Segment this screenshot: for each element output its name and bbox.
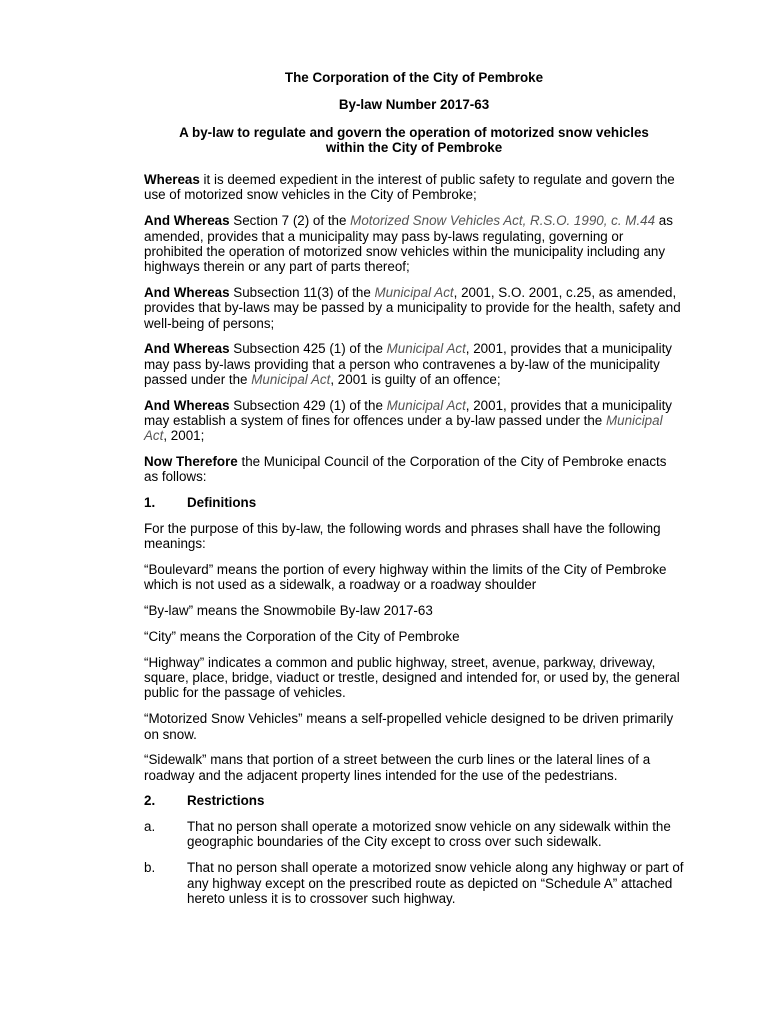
recital-text: , 2001 is guilty of an offence;: [330, 371, 501, 387]
item-letter: a.: [144, 819, 156, 835]
restriction-item-b: [144, 860, 684, 906]
recital-text: as amended, provides that a municipality may pass by-laws regulating, governing or prohibited the operation of motorized snow vehicles within the municipality including any highways therein or any part of parts thereof;: [144, 213, 673, 275]
bylaw-subject-line1: A by-law to regulate and govern the operation of motorized snow vehicles: [179, 124, 649, 140]
definition-sidewalk: “Sidewalk” mans that portion of a street between the curb lines or the lateral lines of a roadway and the adjacent property lines intended for the use of the pedestrians.: [144, 752, 651, 783]
recital-lead: And Whereas: [144, 213, 230, 229]
act-citation: Motorized Snow Vehicles Act, R.S.O. 1990, c. M.44: [350, 213, 656, 229]
recital-text: Subsection 429 (1) of the: [229, 397, 387, 413]
bylaw-subject: [144, 125, 684, 156]
definitions-intro: For the purpose of this by-law, the following words and phrases shall have the following meanings:: [144, 521, 661, 552]
recital-now-therefore: [144, 454, 684, 485]
recital-snow-vehicles-act: [144, 213, 684, 274]
definition-bylaw: “By-law” means the Snowmobile By-law 2017-63: [144, 603, 433, 619]
recital-text: , 2001;: [163, 428, 205, 444]
definition-motorized-snow-vehicles: “Motorized Snow Vehicles” means a self-propelled vehicle designed to be driven primarily on snow.: [144, 711, 674, 742]
recital-whereas: [144, 172, 684, 203]
section-heading-restrictions: [144, 793, 684, 808]
document-body: [144, 70, 684, 917]
restriction-item-a: [144, 819, 684, 850]
definition-highway: “Highway” indicates a common and public highway, street, avenue, parkway, driveway, square, place, bridge, viaduct or trestle, designed and intended for, or used by, the general public for the passage of vehicles.: [144, 654, 680, 701]
section-title: Definitions: [187, 495, 257, 511]
recital-text: Subsection 425 (1) of the: [229, 341, 387, 357]
recital-text: Section 7 (2) of the: [229, 213, 351, 229]
recital-subsection-11: [144, 285, 684, 331]
recital-text: Subsection 11(3) of the: [229, 284, 375, 300]
section-number: 2.: [144, 793, 156, 809]
section-title: Restrictions: [187, 793, 265, 809]
bylaw-subject-line2: within the City of Pembroke: [325, 139, 503, 155]
recital-lead: Now Therefore: [144, 454, 238, 470]
item-letter: b.: [144, 860, 156, 876]
recital-text: , 2001, S.O. 2001, c.25, as amended, provides that by-laws may be passed by a municipality to provide for the health, safety and well-being of persons;: [144, 284, 681, 331]
recital-lead: Whereas: [144, 172, 200, 188]
recital-lead: And Whereas: [144, 397, 230, 413]
recital-lead: And Whereas: [144, 284, 230, 300]
recital-text: , 2001, provides that a municipality may establish a system of fines for offences under a by-law passed under the: [144, 397, 672, 429]
definition-boulevard: “Boulevard” means the portion of every highway within the limits of the City of Pembroke which is not used as a sidewalk, a roadway or a roadway shoulder: [144, 562, 667, 593]
recital-text: , 2001, provides that a municipality may pass by-laws providing that a person who contravenes a by-law of the municipality passed under the: [144, 341, 672, 387]
definition-city: “City” means the Corporation of the City of Pembroke: [144, 629, 460, 645]
item-text: That no person shall operate a motorized snow vehicle on any sidewalk within the geographic boundaries of the City except to cross over such sidewalk.: [187, 819, 671, 850]
act-citation: Municipal Act: [386, 341, 466, 357]
corporation-title: The Corporation of the City of Pembroke: [284, 70, 544, 85]
recital-text: the Municipal Council of the Corporation of the City of Pembroke enacts as follows:: [144, 454, 667, 485]
recital-subsection-429: [144, 398, 684, 444]
item-text: That no person shall operate a motorized snow vehicle along any highway or part of any highway except on the prescribed route as depicted on “Schedule A” attached hereto unless it is to crossover such highway.: [187, 860, 684, 906]
act-citation: Municipal Act: [144, 413, 663, 444]
recital-lead: And Whereas: [144, 341, 230, 357]
bylaw-number: By-law Number 2017-63: [338, 97, 490, 113]
section-heading-definitions: [144, 495, 684, 510]
recital-subsection-425: [144, 341, 684, 387]
act-citation: Municipal Act: [374, 284, 454, 300]
act-citation: Municipal Act: [251, 371, 331, 387]
recital-text: it is deemed expedient in the interest of public safety to regulate and govern the use of motorized snow vehicles in the City of Pembroke;: [144, 172, 675, 203]
section-number: 1.: [144, 495, 156, 511]
act-citation: Municipal Act: [386, 397, 466, 413]
